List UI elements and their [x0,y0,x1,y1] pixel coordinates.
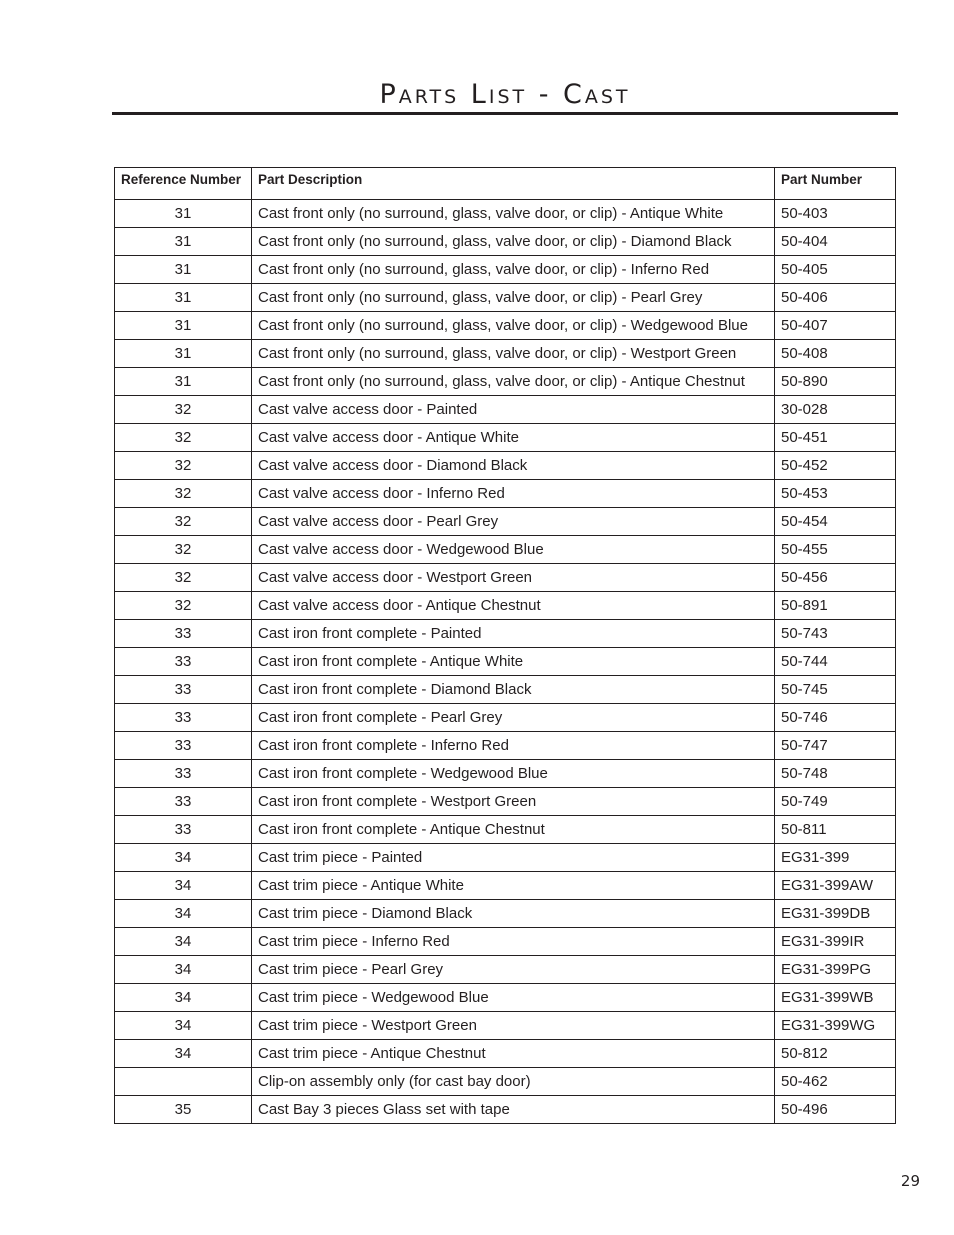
cell-part-number: 50-746 [775,704,896,732]
cell-part-number: EG31-399IR [775,928,896,956]
table-row [115,256,896,284]
cell-part-number: 30-028 [775,396,896,424]
cell-part-description: Cast front only (no surround, glass, valve door, or clip) - Antique Chestnut [252,368,775,396]
cell-part-number: 50-453 [775,480,896,508]
cell-part-description: Cast iron front complete - Pearl Grey [252,704,775,732]
table-row [115,368,896,396]
cell-part-number: 50-403 [775,200,896,228]
cell-part-number: 50-749 [775,788,896,816]
table-row [115,704,896,732]
table-row [115,592,896,620]
cell-reference-number: 32 [115,508,252,536]
cell-part-number: EG31-399DB [775,900,896,928]
table-row [115,228,896,256]
cell-part-description: Cast trim piece - Diamond Black [252,900,775,928]
cell-part-number: 50-407 [775,312,896,340]
cell-reference-number: 31 [115,368,252,396]
page-title: Parts List - Cast [379,79,631,110]
cell-part-number: EG31-399AW [775,872,896,900]
cell-part-number: 50-811 [775,816,896,844]
table-row [115,648,896,676]
cell-reference-number: 31 [115,284,252,312]
cell-part-description: Cast valve access door - Westport Green [252,564,775,592]
cell-part-description: Cast trim piece - Westport Green [252,1012,775,1040]
cell-part-number: 50-890 [775,368,896,396]
cell-part-number: 50-408 [775,340,896,368]
cell-part-description: Cast valve access door - Painted [252,396,775,424]
table-row [115,1040,896,1068]
cell-reference-number: 34 [115,872,252,900]
table-row [115,760,896,788]
table-row [115,200,896,228]
cell-part-description: Cast trim piece - Pearl Grey [252,956,775,984]
table-row [115,480,896,508]
cell-part-number: 50-745 [775,676,896,704]
cell-part-number: 50-451 [775,424,896,452]
cell-reference-number: 31 [115,228,252,256]
table-row [115,956,896,984]
title-rule [112,112,898,115]
cell-reference-number: 31 [115,200,252,228]
cell-reference-number: 31 [115,256,252,284]
cell-part-description: Cast valve access door - Antique Chestnut [252,592,775,620]
cell-part-description: Cast iron front complete - Painted [252,620,775,648]
table-row [115,676,896,704]
cell-reference-number: 35 [115,1096,252,1124]
cell-part-number: 50-452 [775,452,896,480]
table-row [115,1096,896,1124]
table-row [115,452,896,480]
cell-part-number: EG31-399 [775,844,896,872]
table-row [115,424,896,452]
cell-part-description: Cast front only (no surround, glass, valve door, or clip) - Diamond Black [252,228,775,256]
cell-part-description: Cast valve access door - Wedgewood Blue [252,536,775,564]
cell-part-description: Cast iron front complete - Wedgewood Blue [252,760,775,788]
cell-part-number: 50-456 [775,564,896,592]
table-row [115,564,896,592]
cell-part-number: 50-406 [775,284,896,312]
cell-reference-number: 33 [115,760,252,788]
cell-reference-number: 32 [115,396,252,424]
cell-part-number: 50-496 [775,1096,896,1124]
cell-part-description: Cast trim piece - Wedgewood Blue [252,984,775,1012]
cell-part-number: 50-405 [775,256,896,284]
cell-part-description: Cast iron front complete - Diamond Black [252,676,775,704]
table-row [115,312,896,340]
cell-part-number: EG31-399PG [775,956,896,984]
cell-reference-number: 33 [115,676,252,704]
cell-part-description: Cast trim piece - Painted [252,844,775,872]
cell-part-number: 50-891 [775,592,896,620]
cell-reference-number: 31 [115,312,252,340]
cell-part-number: 50-812 [775,1040,896,1068]
cell-reference-number: 32 [115,592,252,620]
parts-table [114,167,896,1124]
table-header-row [115,168,896,200]
table-row [115,844,896,872]
cell-reference-number: 32 [115,480,252,508]
cell-part-description: Cast front only (no surround, glass, valve door, or clip) - Inferno Red [252,256,775,284]
cell-reference-number: 32 [115,536,252,564]
table-row [115,340,896,368]
cell-part-description: Cast valve access door - Antique White [252,424,775,452]
cell-reference-number: 32 [115,424,252,452]
page-number: 29 [900,1172,920,1190]
table-row [115,900,896,928]
cell-part-description: Cast front only (no surround, glass, valve door, or clip) - Antique White [252,200,775,228]
cell-reference-number: 34 [115,956,252,984]
cell-part-description: Cast iron front complete - Antique Chestnut [252,816,775,844]
cell-part-description: Cast trim piece - Inferno Red [252,928,775,956]
table-row [115,1012,896,1040]
cell-reference-number: 34 [115,900,252,928]
table-row [115,284,896,312]
cell-reference-number: 31 [115,340,252,368]
cell-part-number: 50-744 [775,648,896,676]
cell-part-number: 50-455 [775,536,896,564]
cell-part-description: Cast iron front complete - Westport Green [252,788,775,816]
cell-reference-number: 33 [115,732,252,760]
cell-reference-number: 32 [115,452,252,480]
table-row [115,536,896,564]
cell-part-number: 50-747 [775,732,896,760]
table-row [115,872,896,900]
header-reference-number: Reference Number [115,168,252,200]
table-row [115,396,896,424]
cell-reference-number: 33 [115,816,252,844]
cell-part-number: 50-404 [775,228,896,256]
cell-reference-number: 33 [115,648,252,676]
cell-part-description: Cast iron front complete - Antique White [252,648,775,676]
table-row [115,508,896,536]
cell-reference-number: 33 [115,620,252,648]
cell-part-description: Cast trim piece - Antique Chestnut [252,1040,775,1068]
table-row [115,732,896,760]
cell-part-number: 50-454 [775,508,896,536]
header-part-description: Part Description [252,168,775,200]
cell-part-description: Cast iron front complete - Inferno Red [252,732,775,760]
cell-part-number: 50-462 [775,1068,896,1096]
cell-part-number: EG31-399WB [775,984,896,1012]
cell-part-description: Cast Bay 3 pieces Glass set with tape [252,1096,775,1124]
cell-part-number: EG31-399WG [775,1012,896,1040]
cell-part-description: Cast valve access door - Inferno Red [252,480,775,508]
header-part-number: Part Number [775,168,896,200]
table-row [115,1068,896,1096]
cell-reference-number [115,1068,252,1096]
cell-reference-number: 34 [115,984,252,1012]
table-row [115,816,896,844]
table-row [115,788,896,816]
cell-reference-number: 32 [115,564,252,592]
cell-part-description: Clip-on assembly only (for cast bay door) [252,1068,775,1096]
cell-part-number: 50-748 [775,760,896,788]
cell-part-number: 50-743 [775,620,896,648]
table-row [115,620,896,648]
cell-part-description: Cast front only (no surround, glass, valve door, or clip) - Pearl Grey [252,284,775,312]
cell-part-description: Cast valve access door - Pearl Grey [252,508,775,536]
cell-reference-number: 34 [115,1012,252,1040]
table-row [115,984,896,1012]
cell-part-description: Cast trim piece - Antique White [252,872,775,900]
cell-reference-number: 34 [115,1040,252,1068]
cell-reference-number: 33 [115,788,252,816]
cell-reference-number: 34 [115,844,252,872]
cell-reference-number: 33 [115,704,252,732]
cell-part-description: Cast front only (no surround, glass, valve door, or clip) - Westport Green [252,340,775,368]
cell-reference-number: 34 [115,928,252,956]
cell-part-description: Cast front only (no surround, glass, valve door, or clip) - Wedgewood Blue [252,312,775,340]
cell-part-description: Cast valve access door - Diamond Black [252,452,775,480]
table-row [115,928,896,956]
